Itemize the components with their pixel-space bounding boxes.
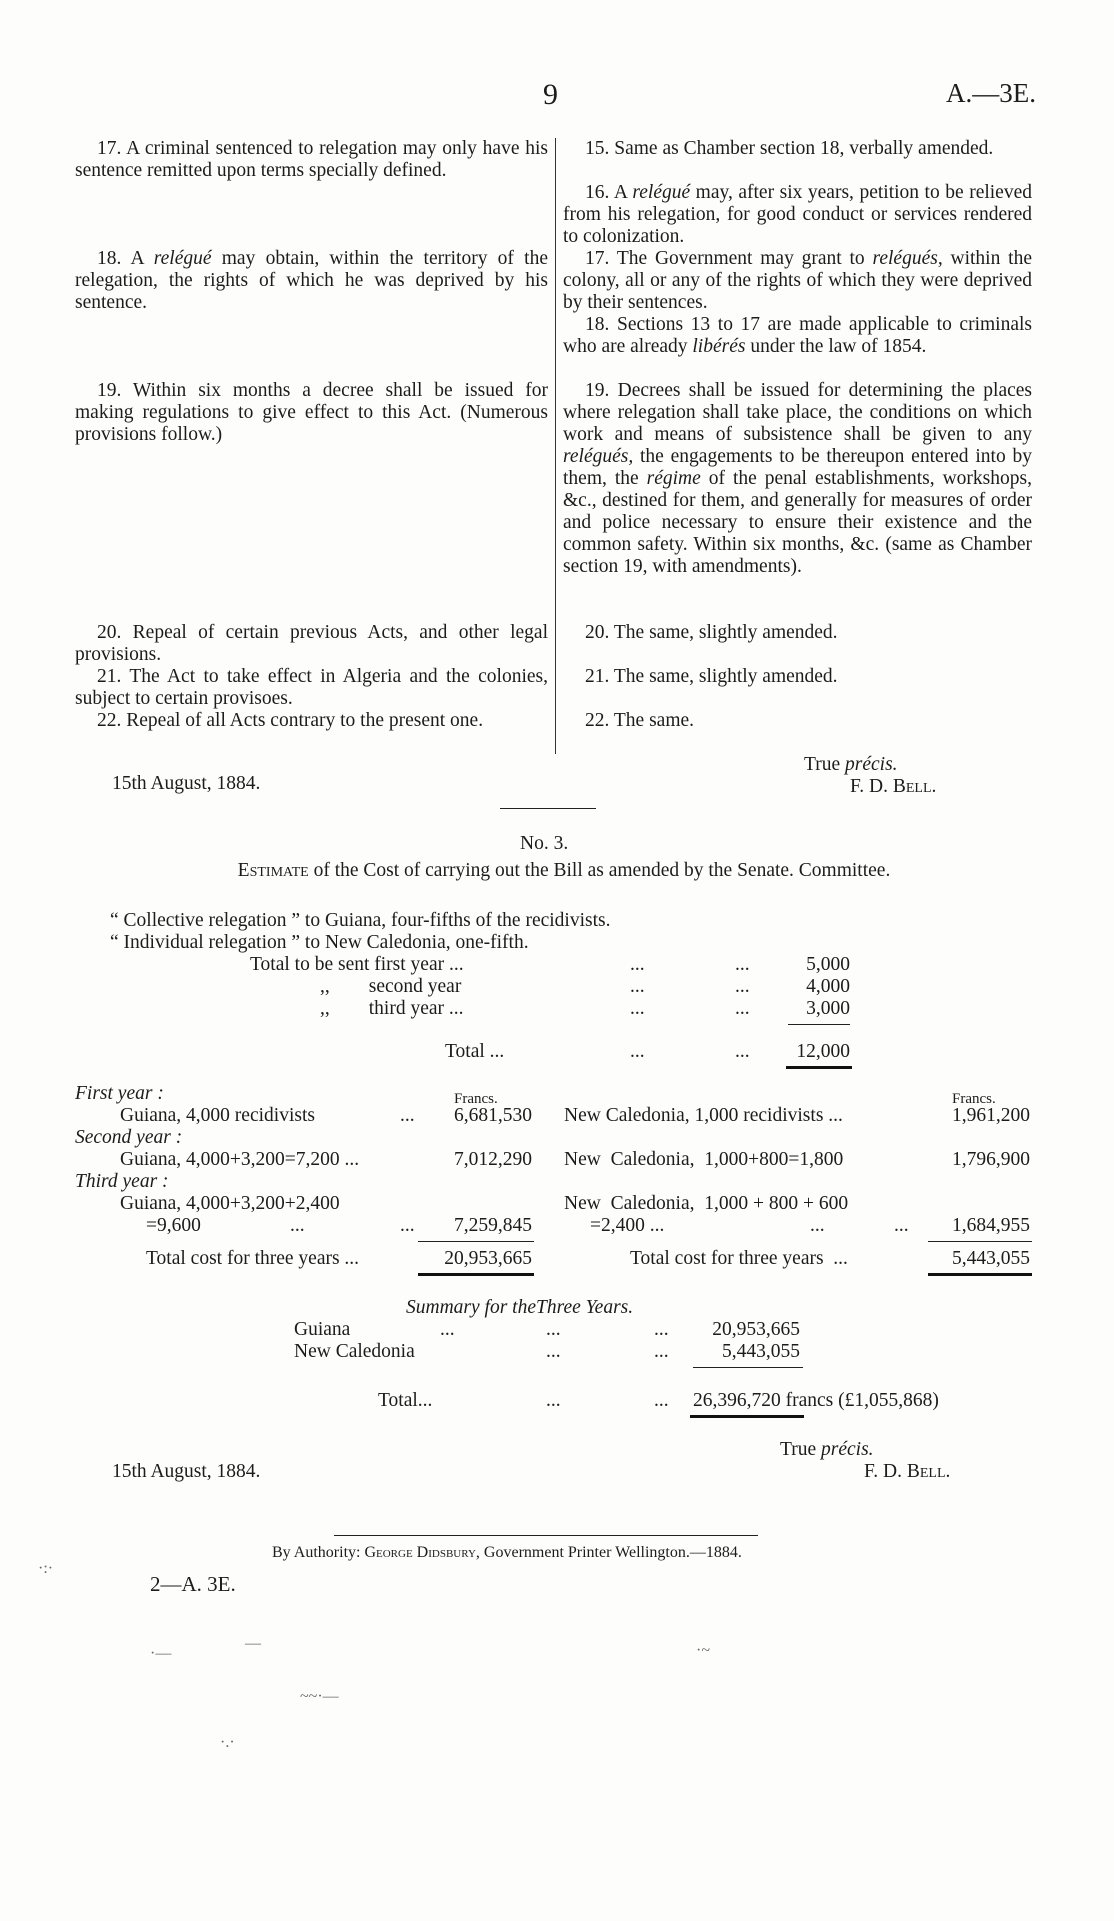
right-section-22: 22. The same. [585, 710, 695, 731]
nc-total-value: 5,443,055 [952, 1248, 1030, 1269]
nc-year3-value: 1,684,955 [952, 1215, 1030, 1236]
right-section-20: 20. The same, slightly amended. [585, 622, 838, 643]
guiana-year2-value: 7,012,290 [454, 1149, 532, 1170]
print-speck: ·~ [696, 1642, 710, 1659]
guiana-total-label: Total cost for three years ... [146, 1248, 360, 1269]
right-section-21: 21. The same, slightly amended. [585, 666, 838, 687]
document-reference: A.—3E. [946, 78, 1036, 108]
schedule-value-3: 3,000 [806, 998, 850, 1019]
schedule-dots: ... [735, 976, 750, 997]
schedule-dots: ... [630, 998, 645, 1019]
schedule-value-2: 4,000 [806, 976, 850, 997]
guiana-year2-label: Guiana, 4,000+3,200=7,200 ... [120, 1149, 360, 1170]
individual-relegation-line: “ Individual relegation ” to New Caledonia, one-fifth. [110, 932, 529, 953]
summary-date: 15th August, 1884. [112, 1461, 261, 1482]
schedule-dots: ... [630, 954, 645, 975]
footer-rule [334, 1535, 758, 1536]
schedule-total-label: Total ... [445, 1041, 505, 1062]
schedule-value-1: 5,000 [806, 954, 850, 975]
no3-heading: No. 3. [520, 833, 569, 854]
left-section-17: 17. A criminal sentenced to relegation may only have his sentence remitted upon terms specially defined. [75, 138, 548, 181]
sheet-mark: 2—A. 3E. [150, 1572, 236, 1596]
summary-total-underline [690, 1415, 804, 1418]
summary-nc-value: 5,443,055 [722, 1341, 800, 1362]
right-section-16: 16. A relégué may, after six years, petition to be relieved from his relegation, for good conduct or services rendered to colonization. [563, 182, 1032, 247]
nc-year3-label-b: =2,400 ... [590, 1215, 665, 1236]
guiana-total-value: 20,953,665 [444, 1248, 532, 1269]
print-speck: ·:· [38, 1560, 54, 1577]
right-section-18: 18. Sections 13 to 17 are made applicable to criminals who are already libérés under the law of 1854. [563, 314, 1032, 357]
guiana-year3-value: 7,259,845 [454, 1215, 532, 1236]
nc-year2-value: 1,796,900 [952, 1149, 1030, 1170]
summary-title: Summary for theThree Years. [406, 1297, 634, 1318]
left-section-19: 19. Within six months a decree shall be issued for making regulations to give effect to this Act. (Numerous provisions follow.) [75, 380, 548, 445]
guiana-year1-value: 6,681,530 [454, 1105, 532, 1126]
schedule-rule [788, 1024, 850, 1025]
estimate-title: Estimate of the Cost of carrying out the Bill as amended by the Senate. Committee. [237, 860, 891, 881]
print-speck: ·.· [220, 1734, 235, 1751]
guiana-year1-label: Guiana, 4,000 recidivists [120, 1105, 315, 1126]
nc-year1-label: New Caledonia, 1,000 recidivists ... [564, 1105, 843, 1126]
schedule-total-value: 12,000 [796, 1041, 850, 1062]
collective-relegation-line: “ Collective relegation ” to Guiana, four-fifths of the recidivists. [110, 910, 611, 931]
guiana-year3-dots: ... [290, 1215, 305, 1236]
right-section-17: 17. The Government may grant to relégués, within the colony, all or any of the rights of which they were deprived by their sentences. [563, 248, 1032, 313]
summary-signer: F. D. Bell. [864, 1461, 951, 1482]
summary-total-value: 26,396,720 francs (£1,055,868) [693, 1390, 939, 1411]
nc-year1-value: 1,961,200 [952, 1105, 1030, 1126]
nc-year2-label: New Caledonia, 1,000+800=1,800 [564, 1149, 844, 1170]
schedule-label-2: ,, second year [320, 976, 462, 997]
nc-francs-header: Francs. [952, 1091, 996, 1107]
guiana-year3-dots: ... [400, 1215, 415, 1236]
schedule-dots: ... [735, 1041, 750, 1062]
summary-guiana-label: Guiana [294, 1319, 351, 1340]
first-year-label: First year : [75, 1083, 164, 1104]
print-speck: ·— [150, 1645, 172, 1662]
nc-total-underline [928, 1273, 1032, 1276]
third-year-label: Third year : [75, 1171, 169, 1192]
guiana-total-underline [418, 1273, 534, 1276]
right-section-15: 15. Same as Chamber section 18, verbally amended. [585, 138, 994, 159]
guiana-total-rule [418, 1241, 534, 1242]
column-divider [555, 138, 556, 754]
printer-authority: By Authority: George Didsbury, Government Printer Wellington.—1884. [272, 1544, 742, 1561]
nc-year3-dots: ... [894, 1215, 909, 1236]
schedule-dots: ... [735, 998, 750, 1019]
guiana-francs-header: Francs. [454, 1091, 498, 1107]
nc-total-label: Total cost for three years ... [630, 1248, 848, 1269]
left-section-22: 22. Repeal of all Acts contrary to the present one. [97, 710, 484, 731]
summary-dots: ... [440, 1319, 455, 1340]
page-number: 9 [543, 78, 558, 111]
summary-true-precis: True précis. [780, 1439, 874, 1460]
left-section-21: 21. The Act to take effect in Algeria and the colonies, subject to certain provisoes. [75, 666, 548, 709]
summary-total-label: Total... [378, 1390, 433, 1411]
left-section-20: 20. Repeal of certain previous Acts, and other legal provisions. [75, 622, 548, 665]
schedule-dots: ... [735, 954, 750, 975]
guiana-year3-label-b: =9,600 [146, 1215, 201, 1236]
nc-total-rule [928, 1241, 1032, 1242]
summary-dots: ... [546, 1390, 561, 1411]
schedule-dots: ... [630, 976, 645, 997]
print-speck: — [245, 1635, 261, 1652]
summary-guiana-value: 20,953,665 [712, 1319, 800, 1340]
summary-dots: ... [654, 1341, 669, 1362]
right-true-precis: True précis. [804, 754, 898, 775]
summary-dots: ... [546, 1319, 561, 1340]
section-separator [500, 808, 596, 809]
schedule-label-1: Total to be sent first year ... [250, 954, 464, 975]
schedule-dots: ... [630, 1041, 645, 1062]
summary-rule [693, 1367, 803, 1368]
right-signer: F. D. Bell. [850, 776, 937, 797]
right-section-19: 19. Decrees shall be issued for determining the places where relegation shall take place, the conditions on which work and means of subsistence shall be given to any relégués, the engagements to be thereupon entered into by them, the régime of the penal establishments, workshops, &c., destined for them, and generally for measures of order and police necessary to ensure their existence and the common safety. Within six months, &c. (same as Chamber section 19, with amendments). [563, 380, 1032, 577]
left-section-18: 18. A relégué may obtain, within the territory of the relegation, the rights of which he was deprived by his sentence. [75, 248, 548, 313]
summary-dots: ... [654, 1390, 669, 1411]
summary-nc-label: New Caledonia [294, 1341, 415, 1362]
summary-dots: ... [546, 1341, 561, 1362]
left-date: 15th August, 1884. [112, 773, 261, 794]
nc-year3-dots: ... [810, 1215, 825, 1236]
schedule-label-3: ,, third year ... [320, 998, 464, 1019]
print-speck: ~~·— [300, 1688, 339, 1705]
nc-year3-label-a: New Caledonia, 1,000 + 800 + 600 [564, 1193, 849, 1214]
summary-dots: ... [654, 1319, 669, 1340]
schedule-total-underline [786, 1066, 852, 1069]
guiana-year1-dots: ... [400, 1105, 415, 1126]
second-year-label: Second year : [75, 1127, 183, 1148]
guiana-year3-label-a: Guiana, 4,000+3,200+2,400 [120, 1193, 340, 1214]
